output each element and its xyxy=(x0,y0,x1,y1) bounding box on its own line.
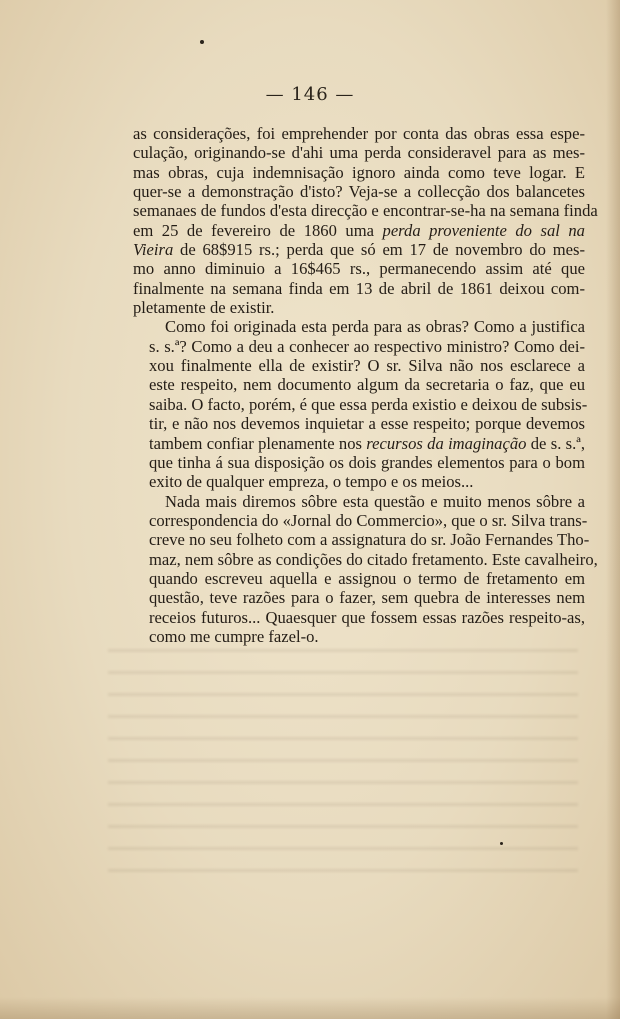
text-line: creve no seu folheto com a assignatura do sr. João Fernandes Tho- xyxy=(149,530,590,550)
text-line: saiba. O facto, porém, é que essa perda existio e deixou de subsis- xyxy=(149,394,588,414)
body-text xyxy=(133,124,598,646)
text-line: as considerações, foi emprehender por conta das obras essa espe- xyxy=(133,124,585,143)
text-line: pletamente de existir. xyxy=(133,298,275,318)
text-line: Vieira de 68$915 rs.; perda que só em 17 de novembro do mes- xyxy=(133,240,585,260)
paragraph xyxy=(133,317,588,492)
text-line: mo anno diminuio a 16$465 rs., permanecendo assim até que xyxy=(133,259,585,279)
text-line: Nada mais diremos sôbre esta questão e muito menos sôbre a xyxy=(165,491,585,511)
text-line: questão, teve razões para o fazer, sem quebra de interesses nem xyxy=(149,588,585,608)
text-line: finalmente na semana finda em 13 de abril de 1861 deixou com- xyxy=(133,278,585,298)
text-line: quer-se a demonstração d'isto? Veja-se a collecção dos balancetes xyxy=(133,182,585,202)
paper-edge-shadow xyxy=(606,0,620,1019)
text-line: em 25 de fevereiro de 1860 uma perda proveniente do sal na xyxy=(133,220,585,240)
paper-bottom-shadow xyxy=(0,997,620,1019)
paragraph xyxy=(133,124,598,318)
ink-speck xyxy=(500,842,503,845)
show-through-ink xyxy=(108,635,578,890)
text-line: Como foi originada esta perda para as obras? Como a justifica xyxy=(165,317,585,337)
text-line: xou finalmente ella de existir? O sr. Silva não nos esclarece a xyxy=(149,356,585,376)
text-line: exito de qualquer empreza, o tempo e os meios... xyxy=(149,472,474,492)
text-line: semanaes de fundos d'esta direcção e encontrar-se-ha na semana finda xyxy=(133,201,598,221)
text-line: culação, originando-se d'ahi uma perda consideravel para as mes- xyxy=(133,143,585,163)
text-line: como me cumpre fazel-o. xyxy=(149,626,319,646)
paragraph xyxy=(133,491,598,647)
ink-speck xyxy=(200,40,204,44)
text-line: tambem confiar plenamente nos recursos da imaginação de s. s.ª, xyxy=(149,433,586,453)
text-line: mas obras, cuja indemnisação ignoro ainda como teve logar. E xyxy=(133,162,585,182)
text-line: correspondencia do «Jornal do Commercio», que o sr. Silva trans- xyxy=(149,510,588,530)
text-line: tir, e não nos devemos inquietar a esse respeito; porque devemos xyxy=(149,414,585,434)
text-line: receios futuros... Quaesquer que fossem essas razões respeito-as, xyxy=(149,607,585,627)
text-line: maz, nem sôbre as condições do citado fretamento. Este cavalheiro, xyxy=(149,549,598,569)
text-line: este respeito, nem documento algum da secretaria o faz, que eu xyxy=(149,375,585,395)
text-line: que tinha á sua disposição os dois grandes elementos para o bom xyxy=(149,452,585,472)
text-line: s. s.ª? Como a deu a conhecer ao respectivo ministro? Como dei- xyxy=(149,336,585,356)
page-number: — 146 — xyxy=(265,84,355,105)
text-line: quando escreveu aquella e assignou o termo de fretamento em xyxy=(149,568,585,588)
